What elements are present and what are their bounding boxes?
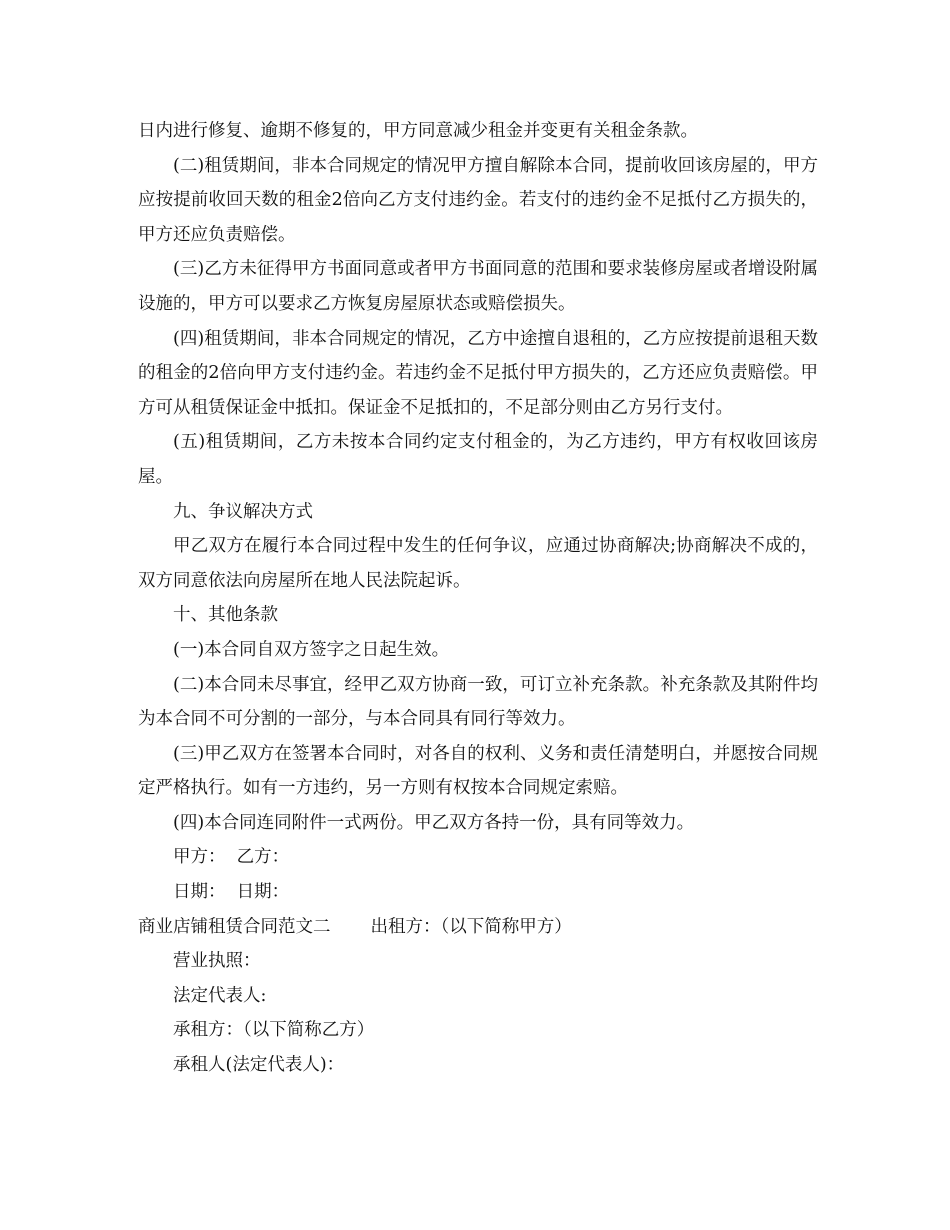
section-heading: 十、其他条款 — [173, 605, 278, 626]
paragraph: (五)租赁期间，乙方未按本合同约定支付租金的，为乙方违约，甲方有权收回该房屋。 — [138, 432, 818, 487]
field-line: 承租人(法定代表人)： — [173, 1055, 345, 1076]
paragraph: 日内进行修复、逾期不修复的，甲方同意减少租金并变更有关租金条款。 — [138, 121, 698, 141]
paragraph: (二)本合同未尽事宜，经甲乙双方协商一致，可订立补充条款。补充条款及其附件均为本合同不可分割的一部分，与本合同具有同行等效力。 — [138, 674, 818, 730]
paragraph: (二)租赁期间，非本合同规定的情况甲方擅自解除本合同，提前收回该房屋的，甲方应按提前收回天数的租金2倍向乙方支付违约金。若支付的违约金不足抵付乙方损失的，甲方还应负责赔偿。 — [138, 155, 818, 245]
field-line: 承租方：（以下简称乙方） — [173, 1020, 375, 1041]
paragraph: 甲乙双方在履行本合同过程中发生的任何争议，应通过协商解决;协商解决不成的，双方同意依法向房屋所在地人民法院起诉。 — [138, 536, 818, 591]
section-heading: 九、争议解决方式 — [173, 501, 313, 522]
field-line: 法定代表人: — [173, 985, 267, 1006]
paragraph: (三)甲乙双方在签署本合同时，对各自的权利、义务和责任清楚明白，并愿按合同规定严格执行。如有一方违约，另一方则有权按本合同规定索赔。 — [138, 743, 818, 799]
document-body — [138, 114, 818, 1083]
paragraph: (三)乙方未征得甲方书面同意或者甲方书面同意的范围和要求装修房屋或者增设附属设施的，甲方可以要求乙方恢复房屋原状态或赔偿损失。 — [138, 259, 818, 314]
signature-dates: 日期： 日期： — [173, 882, 290, 903]
contract-title: 商业店铺租赁合同范文二 — [138, 916, 331, 937]
paragraph: (一)本合同自双方签字之日起生效。 — [173, 639, 450, 660]
field-line: 营业执照： — [173, 951, 261, 972]
lessor-label: 出租方：（以下简称甲方） — [370, 916, 572, 937]
contract-title-line — [138, 910, 818, 945]
signature-parties: 甲方： 乙方： — [173, 847, 290, 868]
paragraph: (四)本合同连同附件一式两份。甲乙双方各持一份，具有同等效力。 — [173, 812, 695, 833]
paragraph: (四)租赁期间，非本合同规定的情况，乙方中途擅自退租的，乙方应按提前退租天数的租金的2倍向甲方支付违约金。若违约金不足抵付甲方损失的，乙方还应负责赔偿。甲方可从租赁保证金中抵扣。保证金不足抵扣的，不足部分则由乙方另行支付。 — [138, 328, 818, 418]
